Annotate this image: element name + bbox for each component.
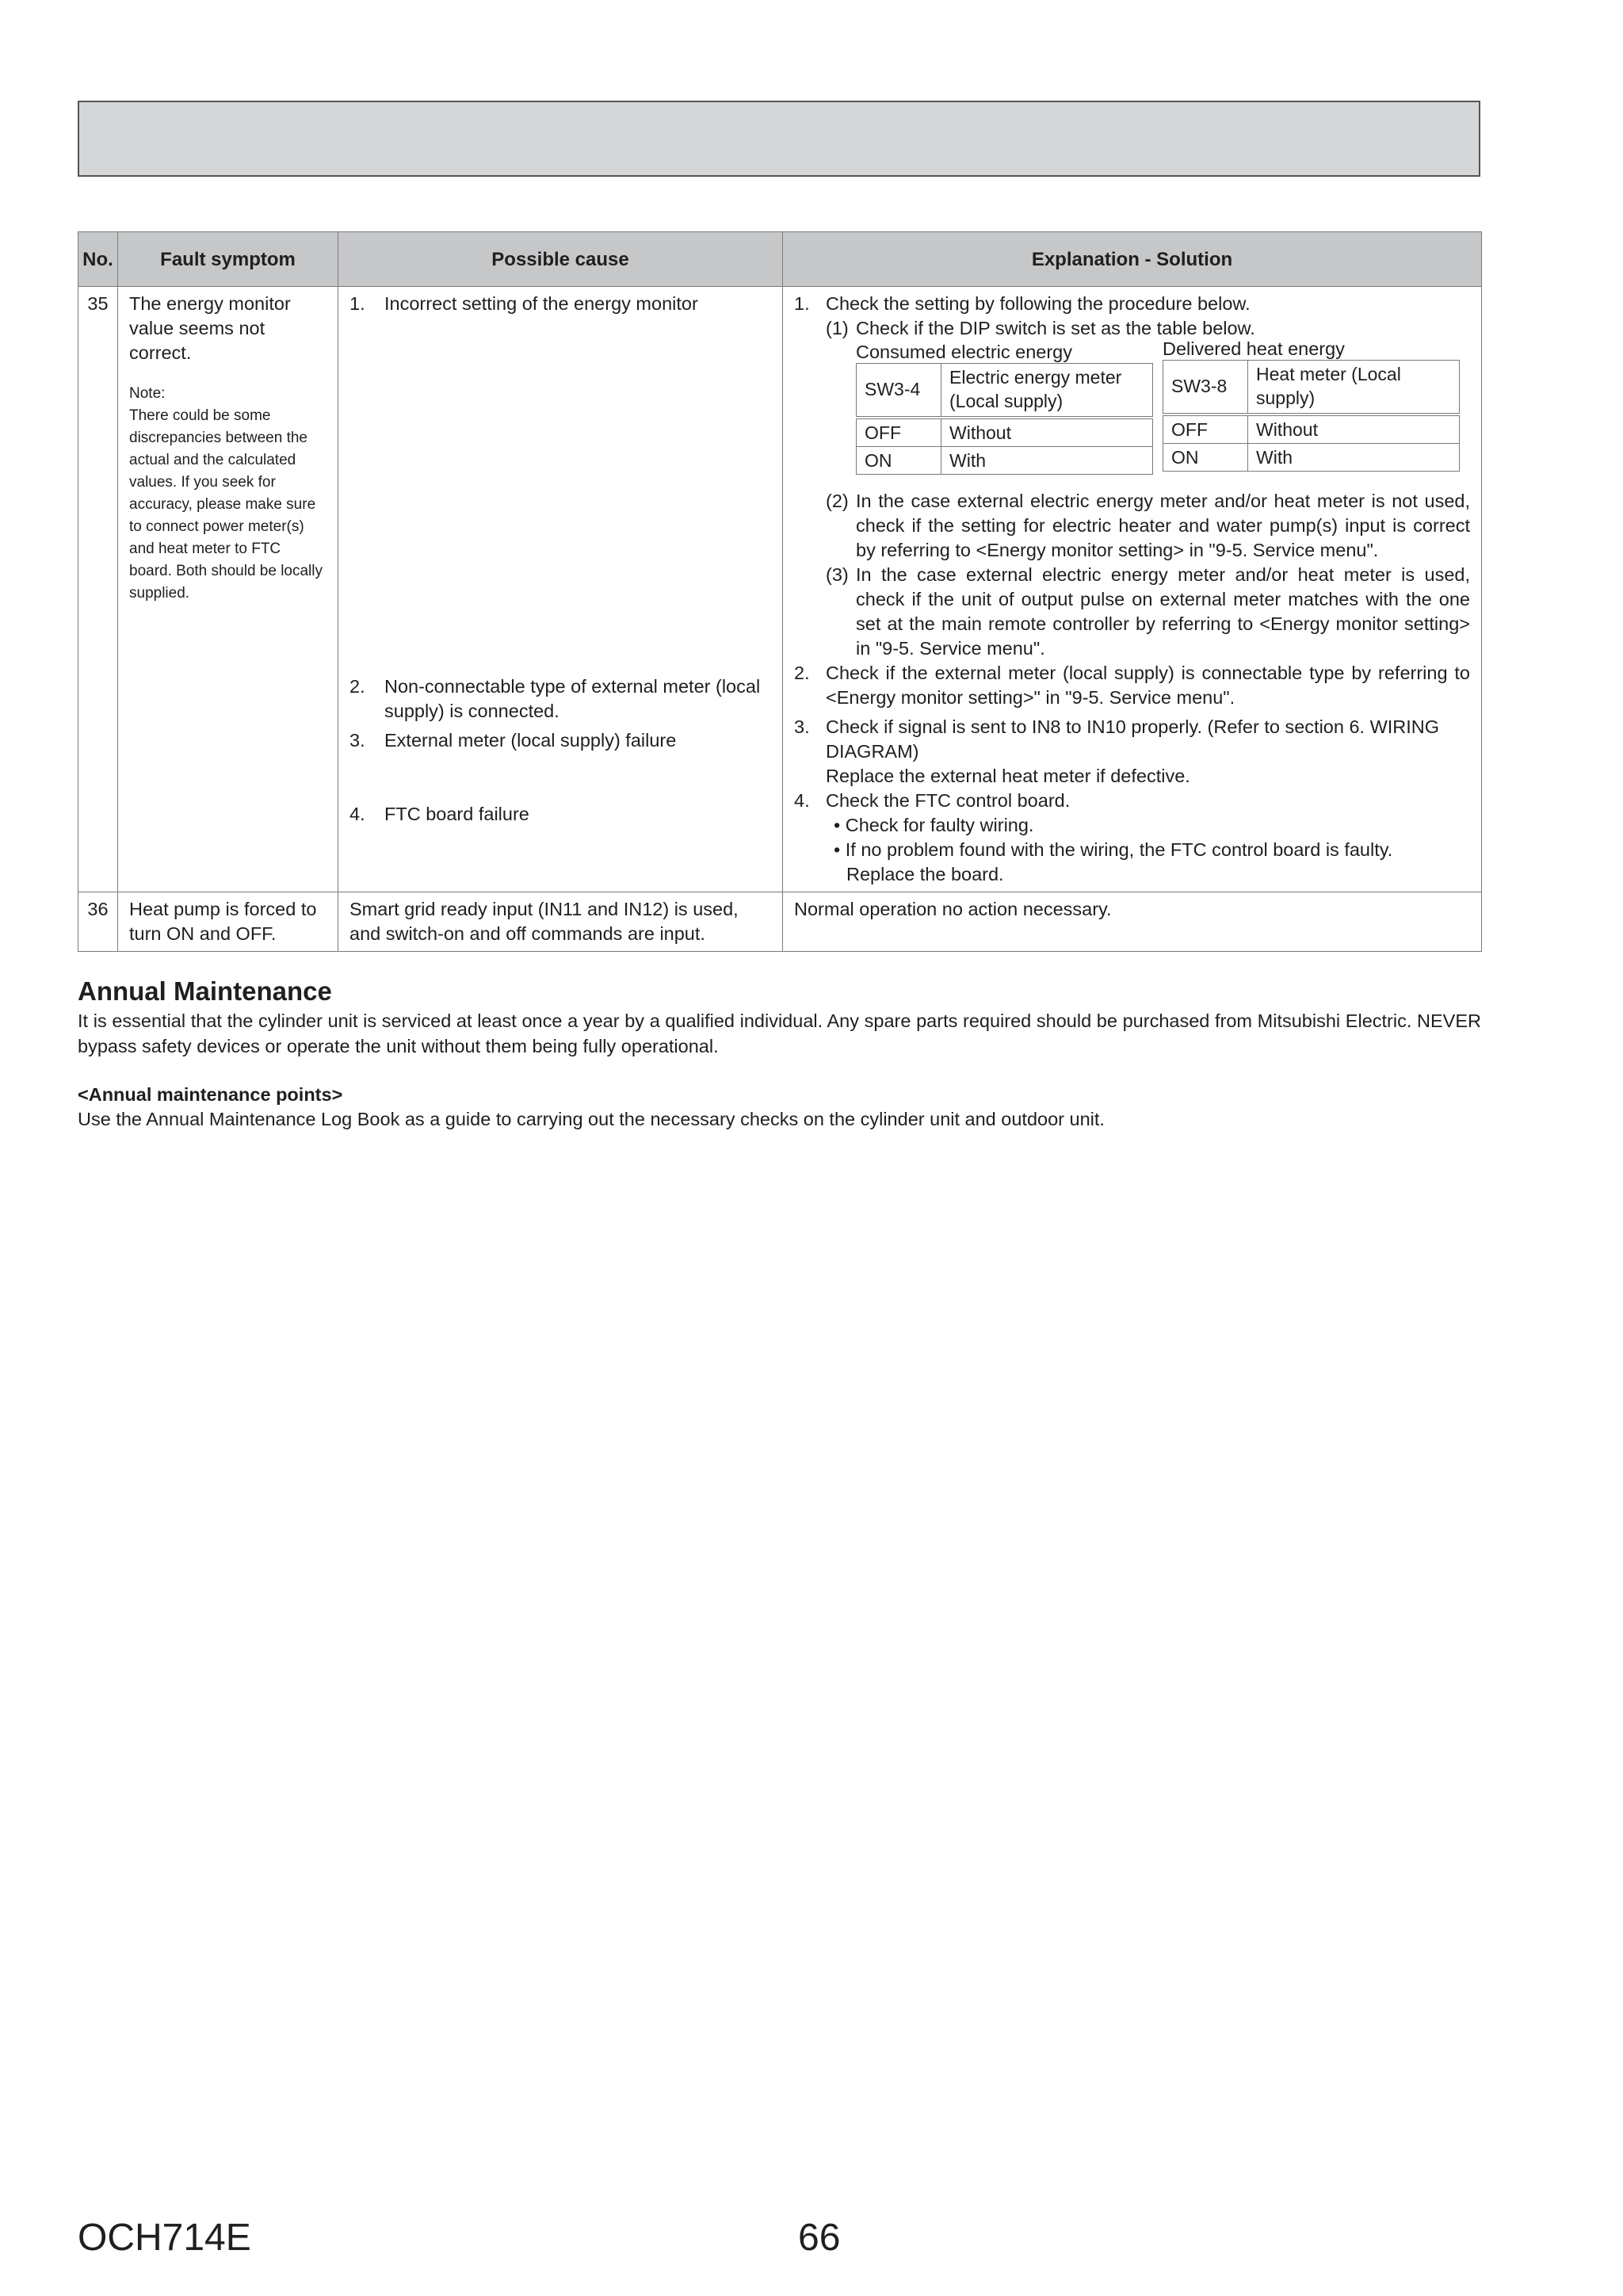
dip-header-row: [857, 364, 1153, 418]
solution-number: 1.: [794, 293, 810, 314]
dip-switch-tables: [856, 338, 1470, 475]
substep-text: In the case external electric energy meter and/or heat meter is not used, check if the setting for electric heater and water pump(s) input is correct by referring to <Energy monitor setting> in "9-5. Service menu".: [856, 491, 1470, 560]
header-explanation-solution: Explanation - Solution: [783, 232, 1482, 287]
dip-table: [1163, 360, 1460, 472]
header-possible-cause: Possible cause: [338, 232, 783, 287]
maintenance-points-title: <Annual maintenance points>: [78, 1084, 343, 1105]
cause-number: 3.: [349, 730, 365, 751]
solution-item: [794, 661, 1470, 710]
possible-cause-cell: [338, 287, 783, 892]
dip-row: [857, 447, 1153, 475]
dip-table-title: Consumed electric energy: [856, 342, 1072, 362]
note: [129, 383, 327, 605]
fault-symptom: The energy monitor value seems not correct.: [129, 293, 291, 363]
model-code: OCH714E: [78, 2217, 251, 2259]
cause-text: Incorrect setting of the energy monitor: [384, 293, 698, 314]
solution-cell: [783, 287, 1482, 892]
troubleshooting-table: [78, 231, 1482, 952]
cause-item: [349, 728, 771, 753]
bullet-item-continued: Replace the board.: [846, 864, 1004, 884]
solution-item: [794, 789, 1470, 887]
row-number: 35: [78, 287, 118, 892]
bullet-item: • If no problem found with the wiring, the FTC control board is faulty.: [834, 839, 1393, 860]
dip-column-head: Heat meter (Local supply): [1248, 361, 1460, 415]
section-header-bar: [78, 101, 1480, 177]
dip-state: OFF: [857, 418, 941, 447]
dip-value: Without: [941, 418, 1153, 447]
cause-number: 2.: [349, 676, 365, 697]
note-label: Note:: [129, 385, 166, 402]
solution-substep: [826, 489, 1470, 563]
cause-item: [349, 674, 771, 724]
dip-header-row: [1163, 361, 1460, 415]
annual-maintenance-body: It is essential that the cylinder unit is serviced at least once a year by a qualified individual. Any spare parts required should be purchased from Mitsubishi Electric. NEVER bypass safety devices or operate the unit without them being fully operational.: [78, 1010, 1481, 1056]
table-row: [78, 287, 1482, 892]
dip-switch-name: SW3-8: [1163, 361, 1248, 415]
solution-text: Check if signal is sent to IN8 to IN10 properly. (Refer to section 6. WIRING DIAGRAM): [826, 716, 1440, 762]
dip-value: With: [941, 447, 1153, 475]
solution-number: 4.: [794, 790, 810, 811]
dip-value: With: [1248, 444, 1460, 472]
dip-delivered-heat: [1163, 338, 1460, 475]
solution-substep: [826, 563, 1470, 661]
solution-text: Check the FTC control board.: [826, 790, 1071, 811]
solution-item: [794, 292, 1470, 316]
solution-number: 3.: [794, 716, 810, 737]
substep-number: (3): [826, 564, 849, 585]
solution-text: Check if the external meter (local supply) is connectable type by referring to <Energy monitor setting>" in "9-5. Service menu".: [826, 663, 1470, 708]
row-number: 36: [78, 892, 118, 952]
solution-item: [794, 715, 1470, 789]
maintenance-points-body: Use the Annual Maintenance Log Book as a guide to carrying out the necessary checks on the cylinder unit and outdoor unit.: [78, 1109, 1105, 1129]
cause-item: [349, 802, 771, 827]
cause-number: 4.: [349, 804, 365, 824]
cause-item: [349, 292, 771, 316]
fault-symptom-cell: [118, 287, 338, 892]
substep-text: In the case external electric energy meter and/or heat meter is used, check if the unit of output pulse on external meter matches with the one set at the main remote controller by referring to <Energy monitor setting> in "9-5. Service menu".: [856, 564, 1470, 659]
substep-text: Check if the DIP switch is set as the table below.: [856, 318, 1255, 338]
dip-state: OFF: [1163, 415, 1248, 444]
cause-text: FTC board failure: [384, 804, 529, 824]
solution: Normal operation no action necessary.: [783, 892, 1482, 952]
bullet-item: • Check for faulty wiring.: [834, 815, 1034, 835]
cause-text: Non-connectable type of external meter (local supply) is connected.: [384, 676, 761, 721]
solution-number: 2.: [794, 663, 810, 683]
cause-number: 1.: [349, 293, 365, 314]
possible-cause: Smart grid ready input (IN11 and IN12) is used, and switch-on and off commands are input.: [338, 892, 783, 952]
dip-switch-name: SW3-4: [857, 364, 941, 418]
table-row: [78, 892, 1482, 952]
dip-row: [857, 418, 1153, 447]
page-number: 66: [798, 2217, 841, 2259]
cause-text: External meter (local supply) failure: [384, 730, 677, 751]
dip-value: Without: [1248, 415, 1460, 444]
dip-consumed-energy: [856, 341, 1153, 475]
dip-state: ON: [857, 447, 941, 475]
solution-text: Check the setting by following the procedure below.: [826, 293, 1251, 314]
substep-number: (2): [826, 491, 849, 511]
header-fault-symptom: Fault symptom: [118, 232, 338, 287]
dip-state: ON: [1163, 444, 1248, 472]
solution-text: Replace the external heat meter if defective.: [826, 766, 1190, 786]
dip-row: [1163, 415, 1460, 444]
substep-number: (1): [826, 318, 849, 338]
fault-symptom: Heat pump is forced to turn ON and OFF.: [118, 892, 338, 952]
header-no: No.: [78, 232, 118, 287]
dip-column-head: Electric energy meter (Local supply): [941, 364, 1153, 418]
note-text: There could be some discrepancies between the actual and the calculated values. If you seek for accuracy, please make sure to connect power meter(s) and heat meter to FTC board. Both should be locally supplied.: [129, 407, 323, 602]
dip-table-title: Delivered heat energy: [1163, 338, 1345, 359]
dip-table: [856, 363, 1153, 475]
dip-row: [1163, 444, 1460, 472]
table-header-row: [78, 232, 1482, 287]
annual-maintenance-title: Annual Maintenance: [78, 976, 332, 1006]
